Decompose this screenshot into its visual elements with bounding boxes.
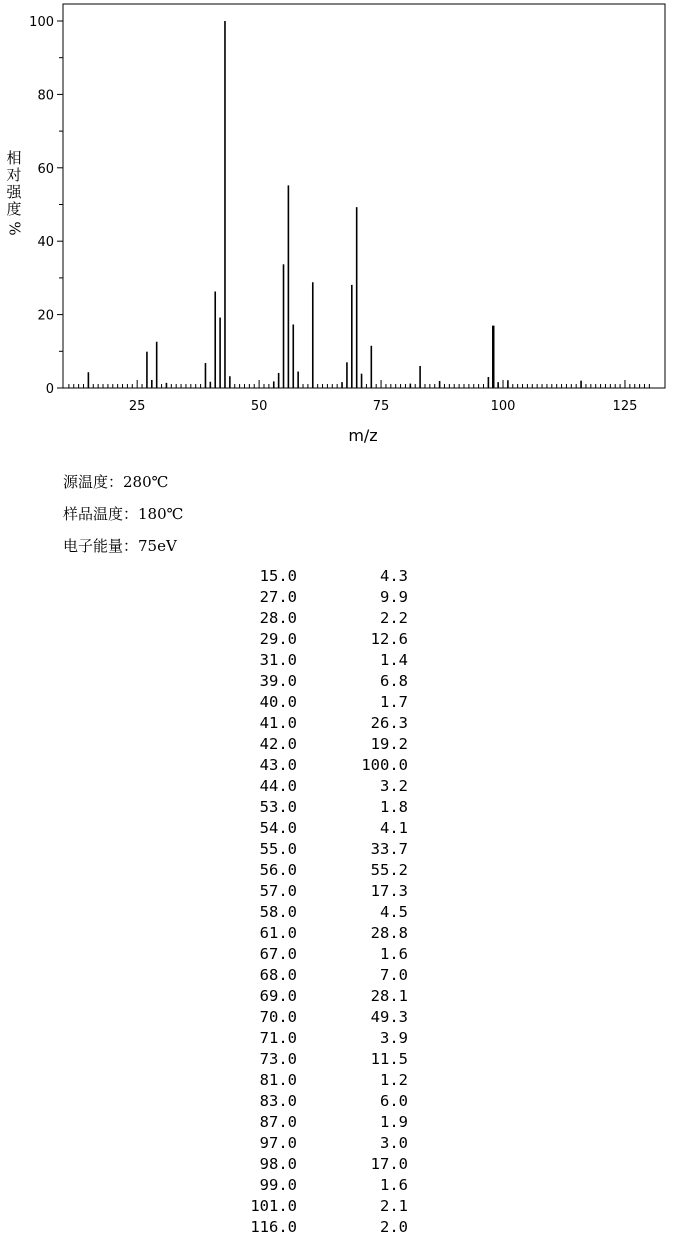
peak-intensity: 17.3: [370, 882, 408, 900]
peak-mz: 28.0: [259, 609, 297, 627]
x-tick-label: 75: [372, 399, 390, 414]
peak-row: [230, 839, 410, 860]
y-tick-label: 60: [37, 161, 54, 177]
peak-mz: 53.0: [259, 798, 297, 816]
peak-intensity: 9.9: [380, 588, 408, 606]
peak-row: [230, 1154, 410, 1175]
peak-row: [230, 671, 410, 692]
peak-row: [230, 566, 410, 587]
peak-mz: 69.0: [259, 987, 297, 1005]
electron-energy: 电子能量：75eV: [63, 537, 177, 555]
peak-mz: 73.0: [259, 1050, 297, 1068]
peak-intensity: 49.3: [370, 1008, 408, 1026]
peak-intensity: 1.6: [380, 1176, 408, 1194]
peak-intensity: 17.0: [370, 1155, 408, 1173]
peak-intensity: 11.5: [370, 1050, 408, 1068]
peak-intensity: 3.2: [380, 777, 408, 795]
peak-intensity: 4.1: [380, 819, 408, 837]
x-tick-label: 125: [612, 399, 638, 414]
peak-intensity: 1.2: [380, 1071, 408, 1089]
y-tick-label: 20: [37, 308, 54, 324]
peak-mz: 41.0: [259, 714, 297, 732]
peak-intensity: 100.0: [361, 756, 408, 774]
peak-row: [230, 1196, 410, 1217]
peak-mz: 57.0: [259, 882, 297, 900]
peak-mz: 71.0: [259, 1029, 297, 1047]
y-axis-label-char: 强: [6, 183, 22, 201]
peak-intensity: 28.8: [370, 924, 408, 942]
plot-frame: [63, 4, 665, 388]
peak-intensity: 1.6: [380, 945, 408, 963]
peak-row: [230, 650, 410, 671]
peak-intensity: 3.9: [380, 1029, 408, 1047]
peak-intensity: 55.2: [370, 861, 408, 879]
y-axis-label-char: 相: [6, 149, 22, 167]
peak-row: [230, 629, 410, 650]
peak-intensity: 2.2: [380, 609, 408, 627]
peak-mz: 55.0: [259, 840, 297, 858]
peak-mz: 116.0: [250, 1218, 297, 1236]
y-tick-label: 100: [29, 15, 54, 30]
spectrum-peaks: [88, 21, 581, 388]
peak-intensity: 12.6: [370, 630, 408, 648]
y-axis-label-char: 对: [6, 166, 22, 184]
mass-spectrum-chart: [0, 0, 680, 450]
peak-mz: 83.0: [259, 1092, 297, 1110]
peak-row: [230, 1070, 410, 1091]
peak-mz: 54.0: [259, 819, 297, 837]
peak-row: [230, 1112, 410, 1133]
peak-intensity: 3.0: [380, 1134, 408, 1152]
y-tick-label: 40: [37, 235, 54, 251]
peak-row: [230, 965, 410, 986]
x-tick-label: 50: [250, 399, 268, 414]
peak-intensity: 4.5: [380, 903, 408, 921]
peak-row: [230, 608, 410, 629]
peak-mz: 61.0: [259, 924, 297, 942]
peak-mz: 67.0: [259, 945, 297, 963]
peak-row: [230, 755, 410, 776]
peak-mz: 101.0: [250, 1197, 297, 1215]
peak-mz: 43.0: [259, 756, 297, 774]
peak-intensity: 1.9: [380, 1113, 408, 1131]
peak-mz: 99.0: [259, 1176, 297, 1194]
peak-row: [230, 818, 410, 839]
peak-mz: 70.0: [259, 1008, 297, 1026]
y-axis-label-char: 度: [6, 200, 22, 218]
peak-mz: 56.0: [259, 861, 297, 879]
peak-intensity: 28.1: [370, 987, 408, 1005]
peak-intensity: 2.0: [380, 1218, 408, 1236]
peak-row: [230, 713, 410, 734]
y-tick-label: 80: [37, 88, 54, 104]
peak-mz: 31.0: [259, 651, 297, 669]
peak-row: [230, 1049, 410, 1070]
peak-row: [230, 1133, 410, 1154]
peak-mz: 68.0: [259, 966, 297, 984]
peak-mz: 15.0: [259, 567, 297, 585]
y-axis: [29, 15, 63, 397]
peak-mz: 27.0: [259, 588, 297, 606]
peak-row: [230, 1217, 410, 1238]
y-tick-label: 0: [45, 382, 54, 397]
peak-row: [230, 986, 410, 1007]
peak-row: [230, 881, 410, 902]
peak-row: [230, 797, 410, 818]
peak-row: [230, 692, 410, 713]
peak-row: [230, 902, 410, 923]
peak-intensity: 2.1: [380, 1197, 408, 1215]
peak-row: [230, 587, 410, 608]
x-tick-label: 100: [490, 399, 516, 414]
peak-row: [230, 1091, 410, 1112]
x-axis-label: m/z: [348, 426, 378, 445]
peak-mz: 97.0: [259, 1134, 297, 1152]
peak-intensity: 1.7: [380, 693, 408, 711]
y-axis-unit: %: [5, 221, 24, 236]
peak-intensity: 6.0: [380, 1092, 408, 1110]
peak-mz: 87.0: [259, 1113, 297, 1131]
peak-mz: 42.0: [259, 735, 297, 753]
peak-intensity: 26.3: [370, 714, 408, 732]
peak-row: [230, 734, 410, 755]
y-axis-label: [4, 150, 24, 237]
source-temperature: 源温度：280℃: [63, 473, 169, 491]
peak-intensity: 7.0: [380, 966, 408, 984]
peak-row: [230, 1028, 410, 1049]
peak-table: [230, 566, 410, 1238]
peak-row: [230, 860, 410, 881]
peak-row: [230, 1175, 410, 1196]
peak-mz: 98.0: [259, 1155, 297, 1173]
peak-intensity: 33.7: [370, 840, 408, 858]
plot-border: [63, 4, 665, 388]
peak-mz: 44.0: [259, 777, 297, 795]
peak-intensity: 19.2: [370, 735, 408, 753]
peak-intensity: 1.8: [380, 798, 408, 816]
peak-mz: 58.0: [259, 903, 297, 921]
peak-row: [230, 944, 410, 965]
peak-row: [230, 776, 410, 797]
x-tick-label: 25: [128, 399, 146, 414]
peak-mz: 39.0: [259, 672, 297, 690]
sample-temperature: 样品温度：180℃: [63, 505, 184, 523]
peak-row: [230, 923, 410, 944]
peak-row: [230, 1007, 410, 1028]
peak-mz: 40.0: [259, 693, 297, 711]
peak-mz: 29.0: [259, 630, 297, 648]
peak-intensity: 1.4: [380, 651, 408, 669]
peak-intensity: 6.8: [380, 672, 408, 690]
peak-intensity: 4.3: [380, 567, 408, 585]
peak-mz: 81.0: [259, 1071, 297, 1089]
